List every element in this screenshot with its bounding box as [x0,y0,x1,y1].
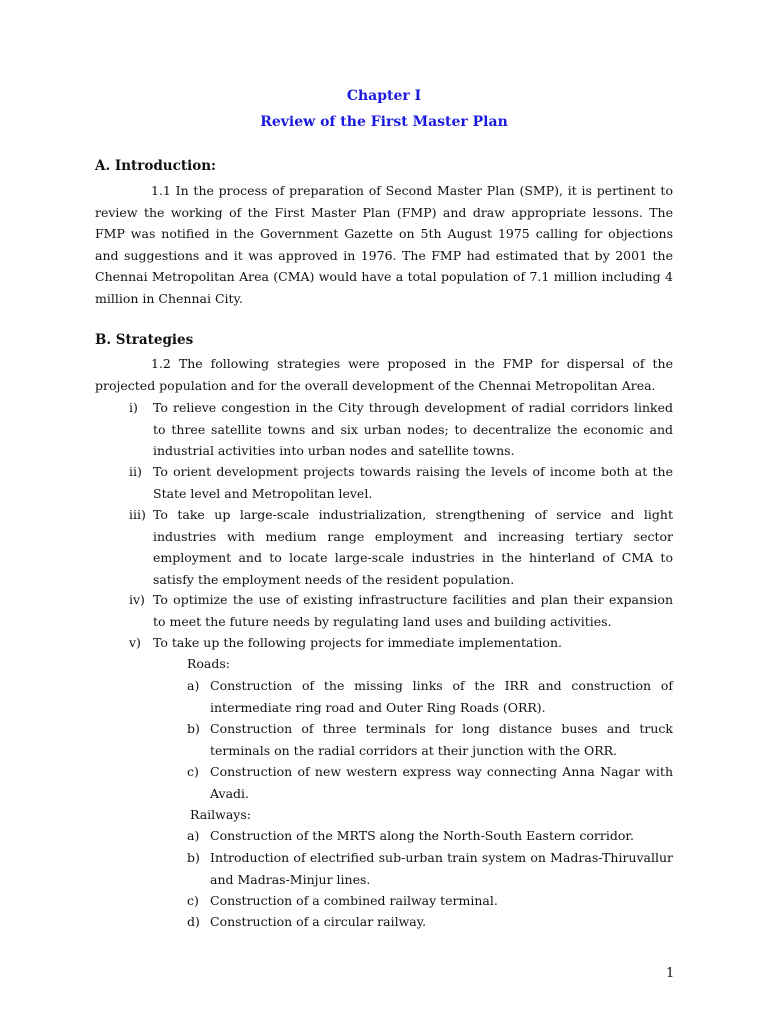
road-project-letter: a) [187,678,200,693]
strategy-number: i) [129,400,138,415]
strategy-item [95,397,673,462]
strategy-item [95,589,673,632]
strategy-text: To optimize the use of existing infrastructure facilities and plan their expansion to meet the future needs by regulating land uses and building activities. [153,592,673,629]
strategy-item [95,504,673,590]
strategy-number: v) [129,635,141,650]
road-project-text: Construction of the missing links of the IRR and construction of intermediate ring road and Outer Ring Roads (ORR). [210,678,673,715]
railway-project-text: Construction of the MRTS along the North-South Eastern corridor. [210,828,634,843]
strategy-text: To take up the following projects for immediate implementation. [153,635,562,650]
railway-project-item [187,890,673,912]
road-project-text: Construction of new western express way connecting Anna Nagar with Avadi. [210,764,673,801]
road-project-letter: b) [187,721,200,736]
introduction-paragraph: 1.1 In the process of preparation of Second Master Plan (SMP), it is pertinent to review the working of the First Master Plan (FMP) and draw appropriate lessons. The FMP was notified in the Government Gazette on 5th August 1975 calling for objections and suggestions and it was approved in 1976. The FMP had estimated that by 2001 the Chennai Metropolitan Area (CMA) would have a total population of 7.1 million including 4 million in Chennai City. [95,183,673,306]
railway-project-letter: c) [187,893,199,908]
strategy-number: iv) [129,592,145,607]
railway-project-item [187,825,673,847]
strategy-text: To take up large-scale industrialization, strengthening of service and light industries with medium range employment and increasing tertiary sector employment and to locate large-scale industries in the hinterland of CMA to satisfy the employment needs of the resident population. [153,507,673,587]
strategy-item [95,632,673,654]
road-project-item [187,675,673,718]
railway-project-text: Construction of a combined railway terminal. [210,893,498,908]
introduction-heading: A. Introduction: [95,158,216,174]
railway-project-text: Construction of a circular railway. [210,914,427,929]
strategy-number: ii) [129,464,142,479]
strategy-text: To relieve congestion in the City through development of radial corridors linked to three satellite towns and six urban nodes; to decentralize the economic and industrial activities into urban nodes and satellite towns. [153,400,673,459]
strategies-heading: B. Strategies [95,332,194,348]
railways-label: Railways: [190,807,251,822]
road-project-item [187,718,673,761]
chapter-subtitle: Review of the First Master Plan [260,114,508,130]
roads-label: Roads: [187,656,231,671]
road-project-text: Construction of three terminals for long distance buses and truck terminals on the radial corridors at their junction with the ORR. [210,721,673,758]
railway-project-letter: a) [187,828,200,843]
strategies-paragraph: 1.2 The following strategies were proposed in the FMP for dispersal of the projected population and for the overall development of the Chennai Metropolitan Area. [95,356,673,393]
road-project-letter: c) [187,764,199,779]
railway-project-letter: b) [187,850,200,865]
railway-project-text: Introduction of electrified sub-urban train system on Madras-Thiruvallur and Madras-Minjur lines. [210,850,673,887]
railway-project-item [187,911,673,933]
road-project-item [187,761,673,804]
railway-project-letter: d) [187,914,200,929]
strategy-item [95,461,673,504]
chapter-title: Chapter I [346,88,422,104]
page-number: 1 [666,966,675,981]
strategy-text: To orient development projects towards raising the levels of income both at the State level and Metropolitan level. [153,464,673,501]
railway-project-item [187,847,673,890]
strategy-number: iii) [129,507,146,522]
